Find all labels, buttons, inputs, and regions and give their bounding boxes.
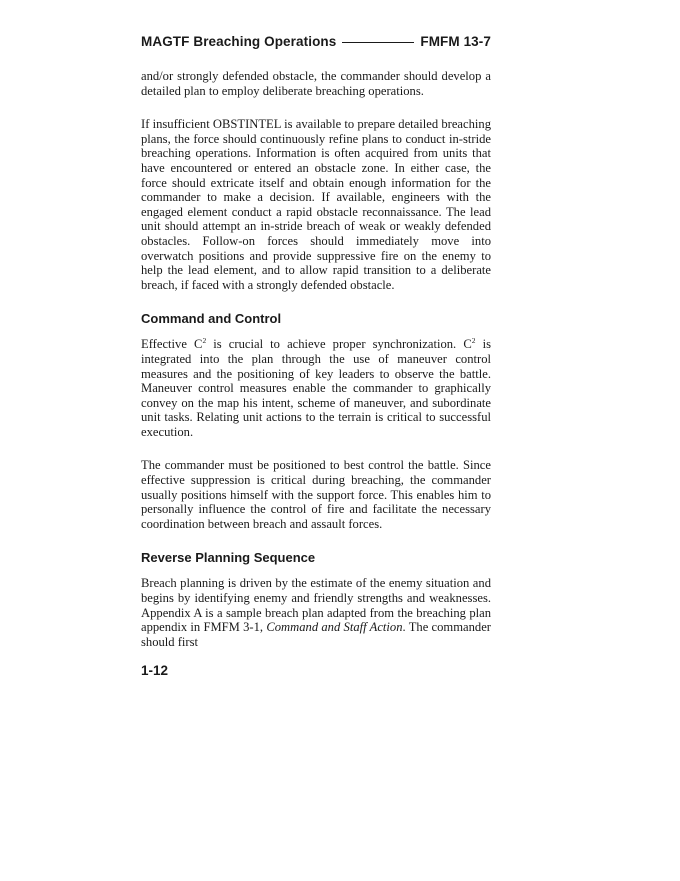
paragraph-c2 bbox=[141, 337, 491, 439]
c2-text-1: Effective C bbox=[141, 337, 203, 352]
heading-command-and-control: Command and Control bbox=[141, 311, 282, 327]
header-publication-number: FMFM 13-7 bbox=[420, 34, 491, 49]
breach-text-2: . The commander should first bbox=[141, 620, 491, 649]
c2-superscript-1: 2 bbox=[202, 336, 207, 346]
header-rule bbox=[342, 42, 414, 43]
heading-reverse-planning-sequence: Reverse Planning Sequence bbox=[141, 550, 316, 566]
breach-text-1: Breach planning is driven by the estimate of the enemy situation and begins by identifying enemy and friendly strengths and weaknesses. Appendix A is a sample breach plan adapted from the breaching plan appendix in FMFM 3-1, bbox=[141, 576, 491, 635]
header-title: MAGTF Breaching Operations bbox=[141, 34, 337, 49]
paragraph-commander-position: The commander must be positioned to best control the battle. Since effective suppression is critical during breaching, the commander usually positions himself with the support force. This enables him to personally influence the control of fire and facilitate the necessary coordination between breach and assault forces. bbox=[141, 458, 491, 531]
page-number: 1-12 bbox=[141, 663, 169, 679]
running-header bbox=[141, 34, 491, 49]
paragraph-obstintel: If insufficient OBSTINTEL is available to prepare detailed breaching plans, the force should continuously refine plans to conduct in-stride breaching operations. Information is often acquired from units that have encountered or entered an obstacle zone. In either case, the force should extricate itself and obtain enough information for the commander to make a decision. If available, engineers with the engaged element conduct a rapid obstacle reconnaissance. The lead unit should attempt an in-stride breach of weak or weakly defended obstacles. Follow-on forces should immediately move into overwatch positions and provide suppressive fire on the enemy to help the lead element, and to allow rapid transition to a deliberate breach, if faced with a strongly defended obstacle. bbox=[141, 117, 491, 292]
publication-title: Command and Staff Action bbox=[266, 620, 403, 635]
c2-text-2: is crucial to achieve proper synchronization. C bbox=[206, 337, 472, 352]
document-page bbox=[141, 34, 491, 678]
paragraph-breach-planning bbox=[141, 576, 491, 649]
c2-superscript-2: 2 bbox=[471, 336, 476, 346]
c2-text-3: is integrated into the plan through the use of maneuver control measures and the positioning of key leaders to observe the battle. Maneuver control measures enable the commander to graphically convey on the map his intent, scheme of maneuver, and subordinate unit tasks. Relating unit actions to the terrain is critical to successful execution. bbox=[141, 337, 491, 439]
paragraph-deliberate-plan: and/or strongly defended obstacle, the commander should develop a detailed plan to employ deliberate breaching operations. bbox=[141, 69, 491, 98]
